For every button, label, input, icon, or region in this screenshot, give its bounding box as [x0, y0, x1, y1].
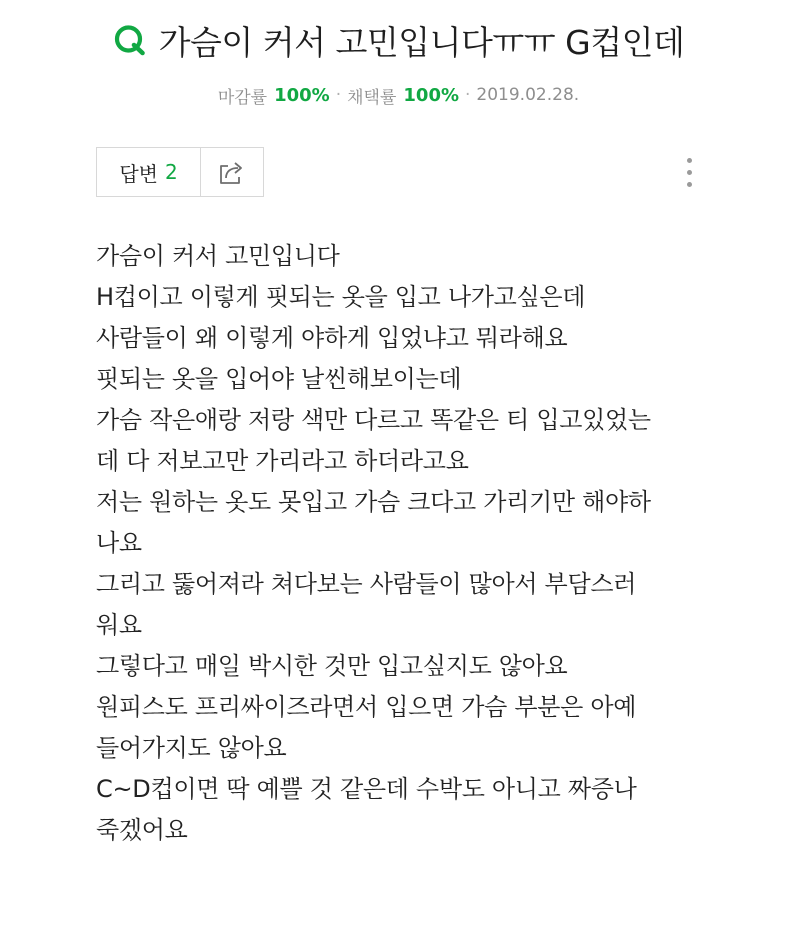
- share-button[interactable]: [201, 148, 263, 196]
- body-line: 죽겠어요: [96, 816, 188, 844]
- body-line: 워요: [96, 611, 142, 639]
- meta-separator: ·: [465, 85, 471, 105]
- adopt-rate-label: 채택률: [347, 87, 397, 108]
- body-line: H컵이고 이렇게 핏되는 옷을 입고 나가고싶은데: [96, 283, 586, 311]
- close-rate-value: 100%: [274, 84, 330, 106]
- body-line: 가슴이 커서 고민입니다: [96, 242, 340, 270]
- body-line: 저는 원하는 옷도 못입고 가슴 크다고 가리기만 해야하: [96, 488, 651, 516]
- q-icon: [113, 23, 147, 57]
- more-dot: [687, 158, 692, 163]
- answer-button[interactable]: [97, 148, 201, 196]
- share-icon: [217, 157, 247, 187]
- answer-label: 답변: [119, 161, 158, 186]
- question-meta: [0, 80, 797, 110]
- body-line: 나요: [96, 529, 142, 557]
- question-body: [96, 236, 736, 851]
- answer-share-box: [96, 147, 264, 197]
- body-line: 가슴 작은애랑 저랑 색만 다르고 똑같은 티 입고있었는: [96, 406, 651, 434]
- body-line: 원피스도 프리싸이즈라면서 입으면 가슴 부분은 아예: [96, 693, 637, 721]
- body-line: 데 다 저보고만 가리라고 하더라고요: [96, 447, 469, 475]
- question-title: 가슴이 커서 고민입니다ㅠㅠ G컵인데: [158, 22, 685, 62]
- question-title-row: [0, 14, 797, 66]
- body-line: 핏되는 옷을 입어야 날씬해보이는데: [96, 365, 462, 393]
- more-vertical-icon[interactable]: [676, 150, 702, 194]
- more-dot: [687, 170, 692, 175]
- body-line: C~D컵이면 딱 예쁠 것 같은데 수박도 아니고 짜증나: [96, 775, 637, 803]
- body-line: 들어가지도 않아요: [96, 734, 287, 762]
- close-rate-label: 마감률: [217, 87, 268, 108]
- question-date: 2019.02.28.: [476, 85, 580, 105]
- body-line: 그리고 뚫어져라 쳐다보는 사람들이 많아서 부담스러: [96, 570, 637, 598]
- meta-separator: ·: [335, 85, 342, 105]
- answer-count: 2: [164, 160, 178, 184]
- body-line: 그렇다고 매일 박시한 것만 입고싶지도 않아요: [96, 652, 568, 680]
- adopt-rate-value: 100%: [403, 84, 460, 106]
- body-line: 사람들이 왜 이렇게 야하게 입었냐고 뭐라해요: [96, 324, 568, 352]
- more-dot: [687, 182, 692, 187]
